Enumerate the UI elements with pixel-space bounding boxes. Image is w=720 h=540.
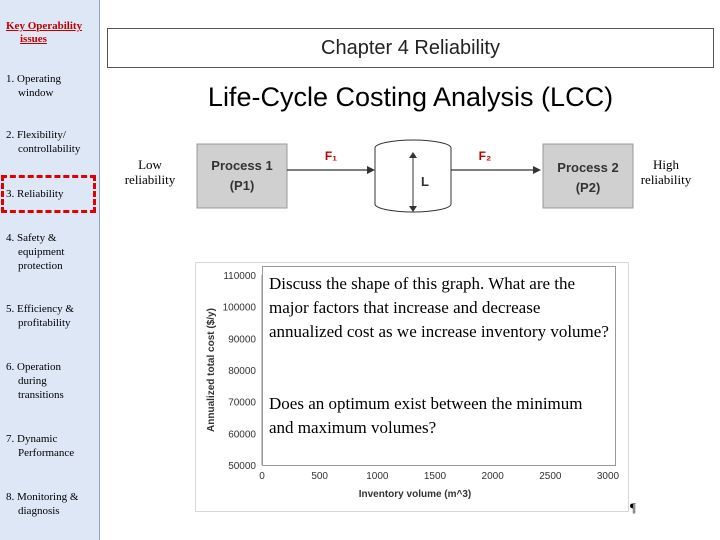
sidebar-title-line1: Key Operability: [6, 20, 83, 32]
sidebar-item-monitoring[interactable]: [6, 490, 98, 518]
sidebar-item-safety[interactable]: [6, 231, 98, 273]
sidebar-item-label: 5. Efficiency &: [6, 303, 74, 315]
process1-label: Process 1: [211, 158, 273, 173]
sidebar-item-label: protection: [18, 260, 63, 272]
sidebar-item-label: during: [18, 375, 47, 387]
process2-box: [543, 144, 633, 208]
sidebar-item-label: 2. Flexibility/: [6, 129, 66, 141]
sidebar-title-line2: issues: [20, 33, 47, 45]
y-tick-label: 100000: [222, 302, 256, 314]
y-tick-label: 110000: [223, 271, 256, 282]
low-reliability-line2: reliability: [124, 172, 176, 187]
sidebar-item-label: transitions: [18, 389, 64, 401]
sidebar-item-label: 3. Reliability: [6, 188, 64, 200]
x-tick-label: 2500: [539, 471, 562, 482]
sidebar: [0, 0, 100, 540]
x-tick-label: 0: [259, 471, 265, 482]
y-tick-label: 80000: [228, 366, 256, 377]
y-tick-label: 70000: [228, 397, 256, 409]
sidebar-item-label: controllability: [18, 143, 81, 155]
y-tick-label: 60000: [228, 429, 256, 441]
question-2: Does an optimum exist between the minimum and maximum volumes?: [269, 394, 583, 437]
low-reliability-label: [112, 157, 188, 187]
x-tick-label: 500: [311, 471, 329, 482]
high-reliability-label: [630, 157, 702, 187]
high-reliability-line2: reliability: [640, 172, 692, 187]
chapter-title: Chapter 4 Reliability: [107, 28, 714, 68]
sidebar-item-flexibility[interactable]: [6, 128, 98, 156]
flow1-arrowhead: [367, 166, 375, 174]
high-reliability-line1: High: [653, 157, 679, 172]
question-box: [262, 266, 616, 466]
page-title: Life-Cycle Costing Analysis (LCC): [207, 82, 614, 112]
sidebar-item-label: 7. Dynamic: [6, 433, 58, 445]
low-reliability-line1: Low: [138, 157, 162, 172]
process1-sub: (P1): [229, 178, 255, 193]
y-tick-label: 90000: [228, 334, 256, 346]
process2-label: Process 2: [557, 160, 619, 175]
sidebar-item-label: window: [18, 87, 54, 99]
sidebar-item-label: diagnosis: [18, 505, 60, 517]
sidebar-item-label: 1. Operating: [6, 73, 61, 85]
tank-label: L: [421, 174, 429, 189]
flow1-label: F₁: [324, 149, 338, 163]
sidebar-item-label: profitability: [18, 317, 71, 329]
sidebar-title: [6, 20, 82, 46]
y-tick-label: 50000: [228, 461, 256, 472]
process1-box: [197, 144, 287, 208]
sidebar-item-label: 4. Safety &: [6, 232, 57, 244]
x-tick-label: 1500: [423, 471, 447, 482]
process-diagram: [195, 138, 635, 218]
sidebar-item-label: equipment: [18, 246, 65, 258]
flow2-label: F₂: [478, 149, 492, 163]
sidebar-item-label: 8. Monitoring &: [6, 491, 79, 503]
pilcrow-mark: ¶: [630, 500, 636, 515]
flow2-arrowhead: [533, 166, 541, 174]
x-axis-label: Inventory volume (m^3): [358, 489, 472, 500]
y-axis-label: Annualized total cost ($/y): [206, 308, 217, 432]
process2-sub: (P2): [575, 180, 601, 195]
x-tick-label: 3000: [596, 471, 620, 482]
sidebar-item-label: Performance: [18, 447, 75, 459]
x-tick-label: 2000: [481, 471, 504, 482]
selected-item-highlight: [1, 175, 96, 213]
sidebar-item-label: 6. Operation: [6, 361, 61, 373]
sidebar-item-operating-window[interactable]: [6, 72, 98, 100]
sidebar-item-efficiency[interactable]: [6, 302, 98, 330]
question-1: Discuss the shape of this graph. What are the major factors that increase and decrease annualized cost as we increase inventory volume?: [269, 274, 609, 341]
x-tick-label: 1000: [366, 471, 389, 482]
sidebar-item-transitions[interactable]: [6, 360, 98, 402]
sidebar-item-dynamic[interactable]: [6, 432, 98, 460]
